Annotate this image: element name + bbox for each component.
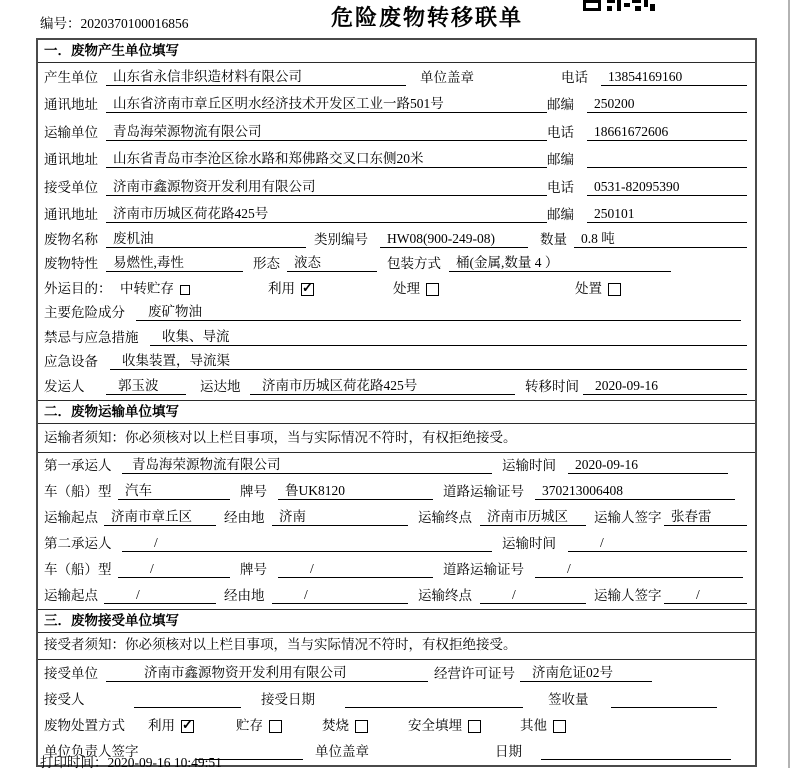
carrier1-sign-value: 张春雷 <box>664 505 747 526</box>
carrier1-end-value: 济南市历城区 <box>480 505 586 526</box>
accept-unit-value: 济南市鑫源物资开发利用有限公司 <box>106 661 428 682</box>
waste-character-row <box>38 253 755 278</box>
emergency-row <box>38 326 755 351</box>
producer-phone-value: 13854169160 <box>601 69 747 86</box>
carrier2-time-value: / <box>568 535 747 552</box>
waste-name-label: 废物名称 <box>44 231 98 247</box>
carrier1-row <box>38 453 755 479</box>
carrier1-time-value: 2020-09-16 <box>568 457 728 474</box>
carrier1-value: 青岛海荣源物流有限公司 <box>122 453 492 474</box>
disposal-label: 废物处置方式 <box>44 717 125 733</box>
carrier-sign-label: 运输人签字 <box>594 587 662 603</box>
carrier1-license-value: 370213006408 <box>535 483 735 500</box>
receive-date-label: 接受日期 <box>261 691 315 707</box>
purpose-label: 外运目的： <box>44 280 112 296</box>
shipper-value: 郭玉波 <box>106 374 186 395</box>
transport-time-label: 运输时间 <box>502 535 556 551</box>
waste-character-value: 易燃性,毒性 <box>106 251 243 272</box>
emergency-value: 收集、导流 <box>150 325 747 346</box>
address-label: 通讯地址 <box>44 152 98 167</box>
zip-label: 邮编 <box>547 152 574 167</box>
phone-label: 电话 <box>547 124 574 140</box>
waste-character-label: 废物特性 <box>44 256 98 271</box>
transporter-unit-label: 运输单位 <box>44 124 98 140</box>
checkbox-icon <box>301 283 314 296</box>
disposal-option-use <box>148 714 236 734</box>
transporter-phone-value: 18661672606 <box>587 124 747 141</box>
via-label: 经由地 <box>224 509 265 525</box>
hazard-value: 废矿物油 <box>136 300 741 321</box>
purpose-option-label: 处置 <box>575 280 602 296</box>
carrier2-vehicle-value: / <box>118 561 230 578</box>
phone-label: 电话 <box>561 69 588 85</box>
carrier1-vehicle-row <box>38 479 755 505</box>
unit-seal-label: 单位盖章 <box>315 743 369 759</box>
checkbox-icon <box>426 283 439 296</box>
zip-label: 邮编 <box>547 207 574 222</box>
disposal-option-label: 安全填埋 <box>408 717 462 733</box>
equipment-value: 收集装置，导流渠 <box>110 349 747 370</box>
sign-date-label: 日期 <box>495 743 522 759</box>
producer-unit-label: 产生单位 <box>44 69 98 85</box>
disposal-option-landfill <box>408 714 520 734</box>
carrier2-via-value: / <box>272 587 408 604</box>
recipient-row <box>38 687 755 713</box>
receiver-notice-text: 接受者须知：你必须核对以上栏目事项，当与实际情况不符时，有权拒绝接受。 <box>44 636 517 652</box>
serial-number <box>40 12 189 32</box>
equipment-row <box>38 351 755 376</box>
carrier1-route-row <box>38 505 755 531</box>
carrier1-plate-value: 鲁UK8120 <box>278 479 433 500</box>
purpose-option-label: 处理 <box>393 280 420 296</box>
purpose-option-dispose <box>575 277 621 297</box>
carrier2-value: / <box>122 535 492 552</box>
receiver-unit-value: 济南市鑫源物资开发利用有限公司 <box>106 175 547 196</box>
disposal-option-label: 利用 <box>148 717 175 733</box>
recipient-label: 接受人 <box>44 691 85 707</box>
end-label: 运输终点 <box>418 587 472 603</box>
receiver-zip-value: 250101 <box>587 206 747 223</box>
receiver-notice-row <box>38 633 755 660</box>
sign-date-value <box>541 759 731 760</box>
transporter-unit-row <box>38 118 755 146</box>
disposal-option-other <box>520 714 566 734</box>
purpose-option-transfer <box>120 277 268 297</box>
destination-value: 济南市历城区荷花路425号 <box>250 374 515 395</box>
transporter-unit-value: 青岛海荣源物流有限公司 <box>106 120 547 141</box>
waste-name-row <box>38 228 755 253</box>
carrier2-plate-value: / <box>278 561 433 578</box>
producer-unit-value: 山东省永信非织造材料有限公司 <box>106 65 406 86</box>
quantity-label: 数量 <box>540 231 567 247</box>
checkbox-icon <box>608 283 621 296</box>
carrier2-end-value: / <box>480 587 586 604</box>
waste-name-value: 废机油 <box>106 227 306 248</box>
transfer-time-value: 2020-09-16 <box>583 378 747 395</box>
disposal-option-label: 其他 <box>520 717 547 733</box>
carrier2-row <box>38 531 755 557</box>
checkbox-icon <box>180 285 190 295</box>
carrier2-route-row <box>38 583 755 609</box>
carrier1-label: 第一承运人 <box>44 457 112 473</box>
transporter-address-row <box>38 146 755 174</box>
disposal-option-store <box>236 714 322 734</box>
disposal-row <box>38 713 755 739</box>
permit-value: 济南危证02号 <box>520 661 652 682</box>
transfer-time-label: 转移时间 <box>525 378 579 394</box>
receiver-address-value: 济南市历城区荷花路425号 <box>106 202 547 223</box>
transporter-zip-value <box>587 167 747 168</box>
purpose-option-label: 利用 <box>268 280 295 296</box>
checkbox-icon <box>468 720 481 733</box>
print-time <box>40 751 222 771</box>
section1-header: 一．废物产生单位填写 <box>38 40 755 63</box>
hazard-label: 主要危险成分 <box>44 305 125 320</box>
receiver-phone-value: 0531-82095390 <box>587 179 747 196</box>
qr-code-icon <box>583 0 655 11</box>
serial-value: 2020370100016856 <box>80 16 189 31</box>
carrier1-origin-value: 济南市章丘区 <box>104 505 216 526</box>
destination-label: 运达地 <box>200 378 241 394</box>
receive-date-value <box>345 707 523 708</box>
transporter-notice-text: 运输者须知：你必须核对以上栏目事项，当与实际情况不符时，有权拒绝接受。 <box>44 429 517 445</box>
carrier-sign-label: 运输人签字 <box>594 509 662 525</box>
producer-unit-row <box>38 63 755 91</box>
via-label: 经由地 <box>224 587 265 603</box>
address-label: 通讯地址 <box>44 207 98 222</box>
purpose-option-label: 中转贮存 <box>120 280 174 296</box>
producer-address-row <box>38 91 755 119</box>
recipient-value <box>134 707 241 708</box>
road-license-label: 道路运输证号 <box>443 561 524 577</box>
page-title: 危险废物转移联单 <box>331 5 524 30</box>
receiver-unit-row <box>38 173 755 201</box>
receiver-unit-label: 接受单位 <box>44 179 98 195</box>
disposal-option-label: 焚烧 <box>322 717 349 733</box>
category-value: HW08(900-249-08) <box>380 231 528 248</box>
print-time-value: 2020-09-16 10:49:51 <box>107 755 222 770</box>
shipper-row <box>38 375 755 400</box>
packing-label: 包装方式 <box>387 256 441 271</box>
carrier2-label: 第二承运人 <box>44 535 112 551</box>
packing-value: 桶(金属,数量 4 ） <box>449 251 671 272</box>
carrier1-via-value: 济南 <box>272 505 408 526</box>
accept-unit-label: 接受单位 <box>44 665 98 681</box>
road-license-label: 道路运输证号 <box>443 483 524 499</box>
carrier2-vehicle-row <box>38 557 755 583</box>
producer-address-value: 山东省济南市章丘区明水经济技术开发区工业一路501号 <box>106 92 547 113</box>
carrier1-vehicle-value: 汽车 <box>118 479 230 500</box>
amount-label: 签收量 <box>548 691 589 707</box>
category-label: 类别编号 <box>314 231 368 247</box>
disposal-option-label: 贮存 <box>236 717 263 733</box>
transport-time-label: 运输时间 <box>502 457 556 473</box>
origin-label: 运输起点 <box>44 509 98 525</box>
phone-label: 电话 <box>547 179 574 195</box>
carrier2-license-value: / <box>535 561 743 578</box>
amount-value <box>611 707 717 708</box>
address-label: 通讯地址 <box>44 97 98 112</box>
purpose-option-treat <box>393 277 575 297</box>
page-edge-divider <box>788 0 790 768</box>
transporter-notice-row <box>38 424 755 453</box>
checkbox-icon <box>269 720 282 733</box>
disposal-option-burn <box>322 714 408 734</box>
emergency-label: 禁忌与应急措施 <box>44 329 139 345</box>
form-value: 液态 <box>287 251 377 272</box>
carrier2-sign-value: / <box>664 587 747 604</box>
plate-label: 牌号 <box>240 483 267 499</box>
permit-label: 经营许可证号 <box>434 665 515 681</box>
receiver-address-row <box>38 201 755 229</box>
end-label: 运输终点 <box>418 509 472 525</box>
accept-unit-row <box>38 660 755 687</box>
form-label: 形态 <box>253 256 280 271</box>
serial-label: 编号： <box>40 16 81 31</box>
checkbox-icon <box>181 720 194 733</box>
hazard-row <box>38 302 755 327</box>
transporter-address-value: 山东省青岛市李沧区徐水路和郑佛路交叉口东侧20米 <box>106 147 547 168</box>
unit-seal-label: 单位盖章 <box>420 69 474 85</box>
plate-label: 牌号 <box>240 561 267 577</box>
section3-header: 三．废物接受单位填写 <box>38 609 755 633</box>
document-header <box>0 0 796 38</box>
equipment-label: 应急设备 <box>44 354 98 369</box>
shipper-label: 发运人 <box>44 378 85 394</box>
purpose-option-use <box>268 277 393 297</box>
manifest-form <box>36 38 757 767</box>
checkbox-icon <box>553 720 566 733</box>
origin-label: 运输起点 <box>44 587 98 603</box>
zip-label: 邮编 <box>547 97 574 112</box>
print-time-label: 打印时间： <box>40 755 108 770</box>
producer-zip-value: 250200 <box>587 96 747 113</box>
carrier2-origin-value: / <box>104 587 216 604</box>
section2-header: 二．废物运输单位填写 <box>38 400 755 424</box>
vehicle-type-label: 车（船）型 <box>44 483 112 499</box>
checkbox-icon <box>355 720 368 733</box>
purpose-row <box>38 277 755 302</box>
head-sign-label: 单位负责人签字 <box>44 743 139 759</box>
vehicle-type-label: 车（船）型 <box>44 561 112 577</box>
quantity-value: 0.8 吨 <box>574 227 747 248</box>
